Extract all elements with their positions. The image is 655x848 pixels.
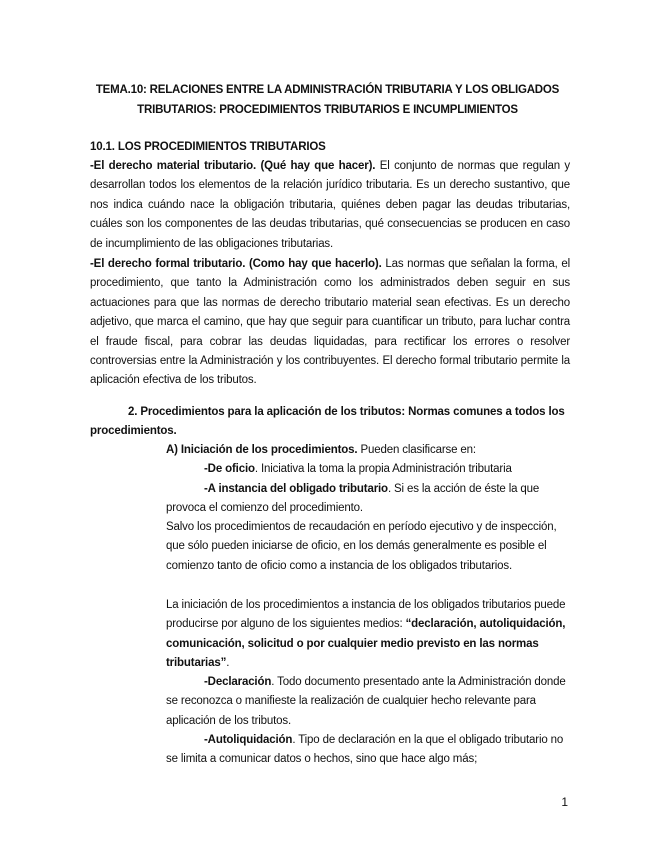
declaracion-body: . Todo documento presentado ante la Administración donde se reconozca o manifieste la realización de cualquier hecho relevante para aplicación de los tributos. (166, 676, 566, 727)
section-heading: 10.1. LOS PROCEDIMIENTOS TRIBUTARIOS (90, 141, 326, 153)
paragraph-formal (90, 255, 570, 391)
material-body: El conjunto de normas que regulan y desarrollan todos los elementos de la relación jurídico tributaria. Es un derecho sustantivo, que nos indica cuándo nace la obligación tributaria, quiénes deben pagar las deudas tributarias, cuáles son los componentes de las deudas tributarias, qué consecuencias se producen en caso de incumplimiento de las obligaciones tributarias. (90, 160, 570, 250)
formal-lead: -El derecho formal tributario. (Como hay que hacerlo). (90, 258, 382, 270)
autoliquidacion-lead: -Autoliquidación (204, 734, 293, 746)
instancia-body: . Si es la acción de éste la que provoca el comienzo del procedimiento. (166, 483, 540, 515)
autoliquidacion-body: . Tipo de declaración en la que el obligado tributario no se limita a comunicar datos o hechos, sino que hace algo más; (166, 734, 564, 766)
autoliquidacion-item (166, 731, 566, 770)
document-title (90, 80, 565, 120)
oficio-lead: -De oficio (204, 463, 255, 475)
instancia-item (166, 480, 566, 519)
formal-body: Las normas que señalan la forma, el procedimiento, que tanto la Administración como los administrados deben seguir en sus actuaciones para que las normas de derecho tributario material sean efectivas. Es un derecho adjetivo, que marca el camino, que hay que seguir para cuantificar un tributo, para luchar contra el fraude fiscal, para cobrar las deudas liquidadas, para rectificar los errores o resolver controversias entre la Administración y los contribuyentes. El derecho formal tributario permite la aplicación efectiva de los tributos. (90, 258, 570, 387)
salvo-paragraph: Salvo los procedimientos de recaudación en período ejecutivo y de inspección, que sólo pueden iniciarse de oficio, en los demás generalmente es posible el comienzo tanto de oficio como a instancia de los obligados tributarios. (166, 521, 557, 572)
oficio-body: . Iniciativa la toma la propia Administración tributaria (254, 463, 512, 475)
subsection-heading: 2. Procedimientos para la aplicación de los tributos: Normas comunes a todos los procedimientos. (90, 406, 565, 438)
medios-end: . (226, 657, 230, 670)
medios-body: La iniciación de los procedimientos a instancia de los obligados tributarios puede producirse por alguno de los siguientes medios: (166, 599, 566, 631)
medios-bold: “declaración, autoliquidación, comunicación, solicitud o por cualquier medio previsto en las normas tributarias” (166, 618, 566, 670)
page-number: 1 (561, 795, 568, 809)
iniciacion-lead: A) Iniciación de los procedimientos. (166, 444, 358, 456)
paragraph-material (90, 157, 570, 254)
declaracion-item (166, 673, 566, 731)
iniciacion-line (166, 441, 566, 460)
title-line-1: TEMA.10: RELACIONES ENTRE LA ADMINISTRACIÓN TRIBUTARIA Y LOS OBLIGADOS (95, 84, 560, 96)
instancia-lead: -A instancia del obligado tributario (204, 483, 388, 495)
material-lead: -El derecho material tributario. (Qué hay que hacer). (90, 160, 376, 172)
oficio-item (166, 460, 566, 479)
declaracion-lead: -Declaración (204, 676, 272, 688)
title-line-2: TRIBUTARIOS: PROCEDIMIENTOS TRIBUTARIOS E INCUMPLIMIENTOS (137, 104, 518, 116)
medios-paragraph (166, 596, 566, 674)
iniciacion-body: Pueden clasificarse en: (357, 444, 476, 456)
